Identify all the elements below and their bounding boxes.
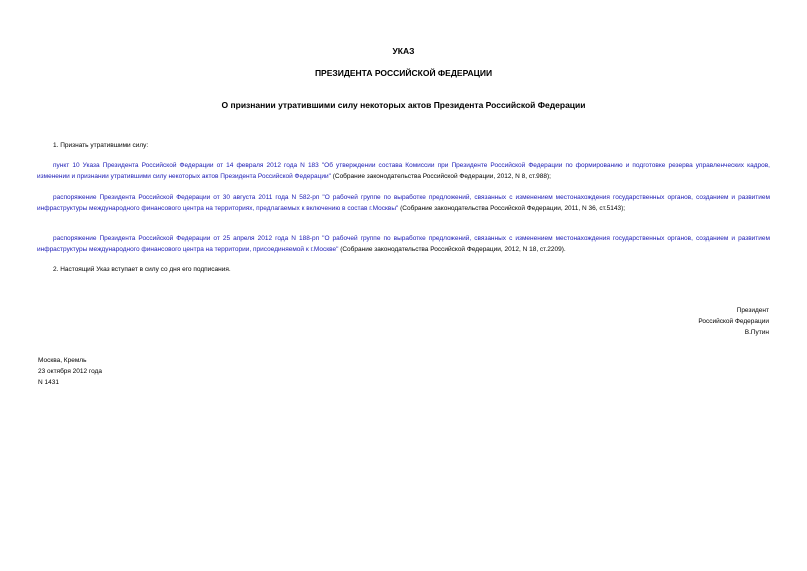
signature-title: Президент [736,307,769,314]
item-1-text: 1. Признать утратившими силу: [53,142,149,149]
signing-date: 23 октября 2012 года [38,368,103,375]
place-date-block [38,355,102,388]
signing-place: Москва, Кремль [38,357,87,364]
decree-heading: УКАЗ [392,46,415,56]
repealed-act-2 [37,192,770,214]
decree-number: N 1431 [38,379,59,386]
issuer-heading: ПРЕЗИДЕНТА РОССИЙСКОЙ ФЕДЕРАЦИИ [314,68,493,78]
repealed-act-1-source: (Собрание законодательства Российской Федерации, 2012, N 8, ст.988); [330,173,551,180]
document-title: О признании утратившими силу некоторых актов Президента Российской Федерации [221,100,586,110]
repealed-act-1 [37,160,770,182]
item-2-text: 2. Настоящий Указ вступает в силу со дня его подписания. [53,266,231,273]
repealed-act-1-link[interactable]: пункт 10 Указа Президента Российской Федерации от 14 февраля 2012 года N 183 "Об утверждении состава Комиссии при Президенте Российской Федерации по формированию и подготовке резерва управленческих кадров, изменении и признании утратившими силу некоторых актов Президента Российской Федерации" [37,162,770,180]
repealed-act-2-source: (Собрание законодательства Российской Федерации, 2011, N 36, ст.5143); [398,205,626,212]
repealed-act-3-source: (Собрание законодательства Российской Федерации, 2012, N 18, ст.2209). [338,246,566,253]
signature-block [698,305,769,338]
repealed-act-3-link[interactable]: распоряжение Президента Российской Федерации от 25 апреля 2012 года N 188-рп "О рабочей группе по выработке предложений, связанных с изменением местонахождения государственных органов, созданием и развитием инфраструктуры международного финансового центра на территории, присоединяемой к г.Москве" [37,235,770,253]
repealed-act-2-link[interactable]: распоряжение Президента Российской Федерации от 30 августа 2011 года N 582-рп "О рабочей группе по выработке предложений, связанных с изменением местонахождения государственных органов, созданием и развитием инфраструктуры международного финансового центра на территориях, предлагаемых к включению в состав г.Москвы" [37,194,770,212]
signature-country: Российской Федерации [698,318,769,325]
repealed-act-3 [37,233,770,255]
signature-name: В.Путин [744,329,769,336]
